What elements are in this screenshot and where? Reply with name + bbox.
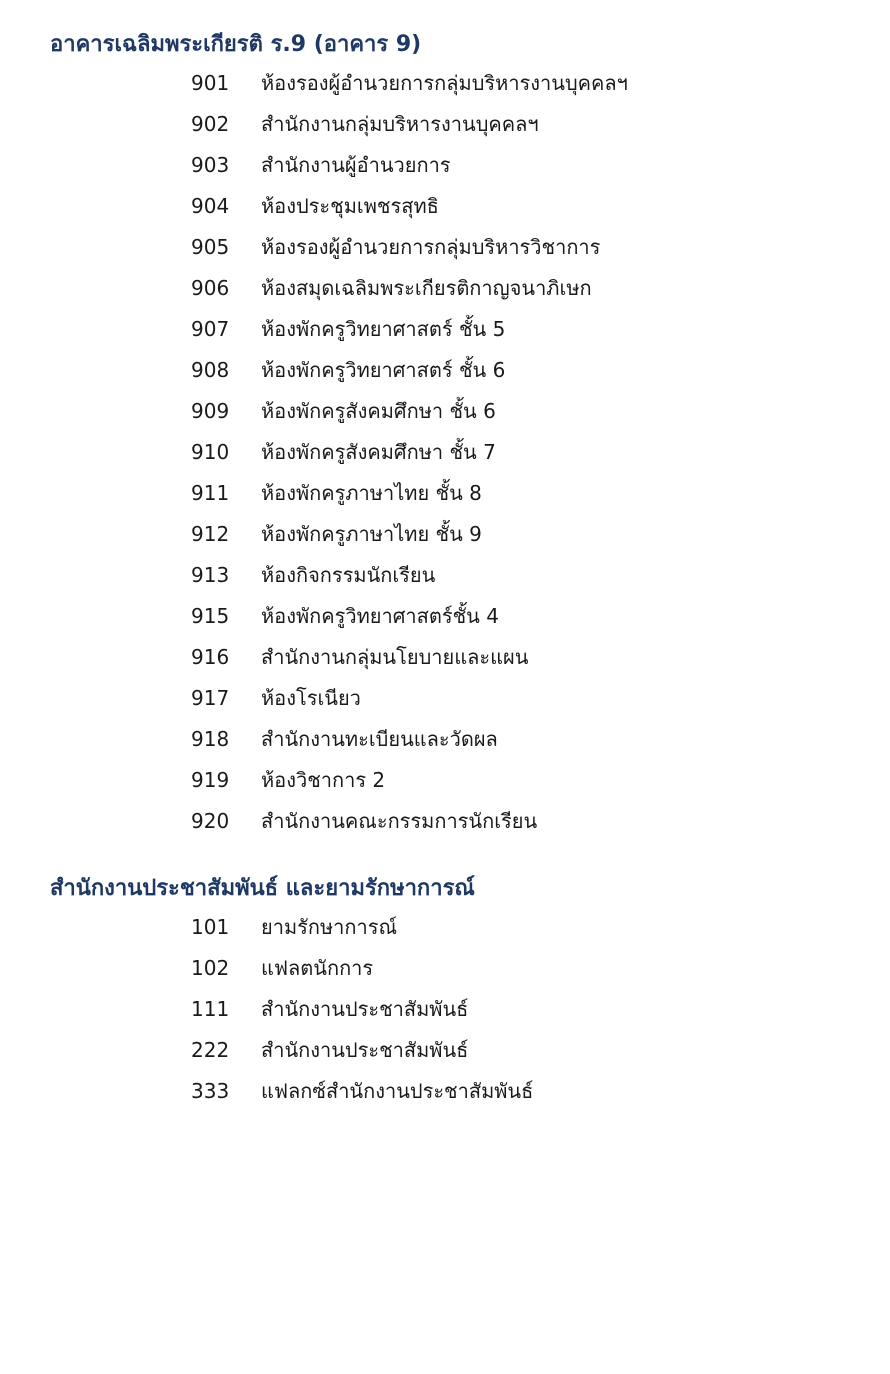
extension-number: 910: [191, 439, 230, 464]
room-name: ห้องพักครูสังคมศึกษา ชั้น 6: [261, 398, 496, 423]
extension-number: 903: [191, 152, 230, 177]
extension-number: 919: [191, 767, 230, 792]
list-item: [0, 718, 890, 759]
list-item: [0, 144, 890, 185]
extension-list: [0, 62, 890, 841]
room-name: สำนักงานคณะกรรมการนักเรียน: [261, 808, 538, 833]
list-item: [0, 636, 890, 677]
extension-number: 911: [191, 480, 230, 505]
section-title: อาคารเฉลิมพระเกียรติ ร.9 (อาคาร 9): [50, 32, 422, 57]
list-item: [0, 947, 890, 988]
section-title: สำนักงานประชาสัมพันธ์ และยามรักษาการณ์: [50, 876, 475, 901]
room-name: ห้องพักครูสังคมศึกษา ชั้น 7: [261, 439, 496, 464]
extension-number: 906: [191, 275, 230, 300]
extension-number: 905: [191, 234, 230, 259]
extension-number: 908: [191, 357, 230, 382]
list-item: [0, 800, 890, 841]
list-item: [0, 677, 890, 718]
list-item: [0, 1070, 890, 1111]
room-name: ห้องพักครูวิทยาศาสตร์ชั้น 4: [261, 603, 499, 628]
list-item: [0, 759, 890, 800]
extension-number: 915: [191, 603, 230, 628]
list-item: [0, 595, 890, 636]
room-name: สำนักงานกลุ่มนโยบายและแผน: [261, 644, 529, 669]
room-name: ห้องวิชาการ 2: [261, 767, 386, 792]
extension-number: 909: [191, 398, 230, 423]
list-item: [0, 103, 890, 144]
list-item: [0, 1029, 890, 1070]
extension-number: 913: [191, 562, 230, 587]
extension-number: 222: [191, 1037, 230, 1062]
room-name: ห้องรองผู้อำนวยการกลุ่มบริหารงานบุคคลฯ: [261, 70, 628, 95]
extension-list: [0, 906, 890, 1111]
room-name: ยามรักษาการณ์: [261, 914, 398, 939]
list-item: [0, 185, 890, 226]
room-name: ห้องพักครูภาษาไทย ชั้น 9: [261, 521, 482, 546]
extension-number: 907: [191, 316, 230, 341]
room-name: ห้องประชุมเพชรสุทธิ: [261, 193, 439, 218]
room-name: ห้องสมุดเฉลิมพระเกียรติกาญจนาภิเษก: [261, 275, 592, 300]
list-item: [0, 431, 890, 472]
room-name: สำนักงานประชาสัมพันธ์: [261, 1037, 469, 1062]
list-item: [0, 308, 890, 349]
extension-number: 333: [191, 1078, 230, 1103]
extension-number: 101: [191, 914, 230, 939]
room-name: แฟลตนักการ: [261, 955, 374, 980]
list-item: [0, 349, 890, 390]
extension-number: 902: [191, 111, 230, 136]
extension-number: 917: [191, 685, 230, 710]
list-item: [0, 513, 890, 554]
room-name: ห้องกิจกรรมนักเรียน: [261, 562, 436, 587]
list-item: [0, 226, 890, 267]
extension-number: 916: [191, 644, 230, 669]
room-name: สำนักงานประชาสัมพันธ์: [261, 996, 469, 1021]
list-item: [0, 988, 890, 1029]
list-item: [0, 906, 890, 947]
list-item: [0, 267, 890, 308]
section-public-relations: [0, 872, 890, 1111]
room-name: ห้องรองผู้อำนวยการกลุ่มบริหารวิชาการ: [261, 234, 601, 259]
extension-number: 901: [191, 70, 230, 95]
list-item: [0, 390, 890, 431]
room-name: แฟลกซ์สำนักงานประชาสัมพันธ์: [261, 1078, 534, 1103]
section-building-9: [0, 28, 890, 841]
extension-number: 920: [191, 808, 230, 833]
extension-number: 912: [191, 521, 230, 546]
extension-number: 918: [191, 726, 230, 751]
room-name: ห้องพักครูวิทยาศาสตร์ ชั้น 5: [261, 316, 506, 341]
room-name: ห้องโรเนียว: [261, 685, 361, 710]
room-name: ห้องพักครูวิทยาศาสตร์ ชั้น 6: [261, 357, 506, 382]
extension-number: 111: [191, 996, 230, 1021]
room-name: สำนักงานผู้อำนวยการ: [261, 152, 451, 177]
room-name: สำนักงานทะเบียนและวัดผล: [261, 726, 498, 751]
list-item: [0, 554, 890, 595]
extension-number: 102: [191, 955, 230, 980]
room-name: ห้องพักครูภาษาไทย ชั้น 8: [261, 480, 482, 505]
list-item: [0, 62, 890, 103]
extension-number: 904: [191, 193, 230, 218]
list-item: [0, 472, 890, 513]
room-name: สำนักงานกลุ่มบริหารงานบุคคลฯ: [261, 111, 539, 136]
